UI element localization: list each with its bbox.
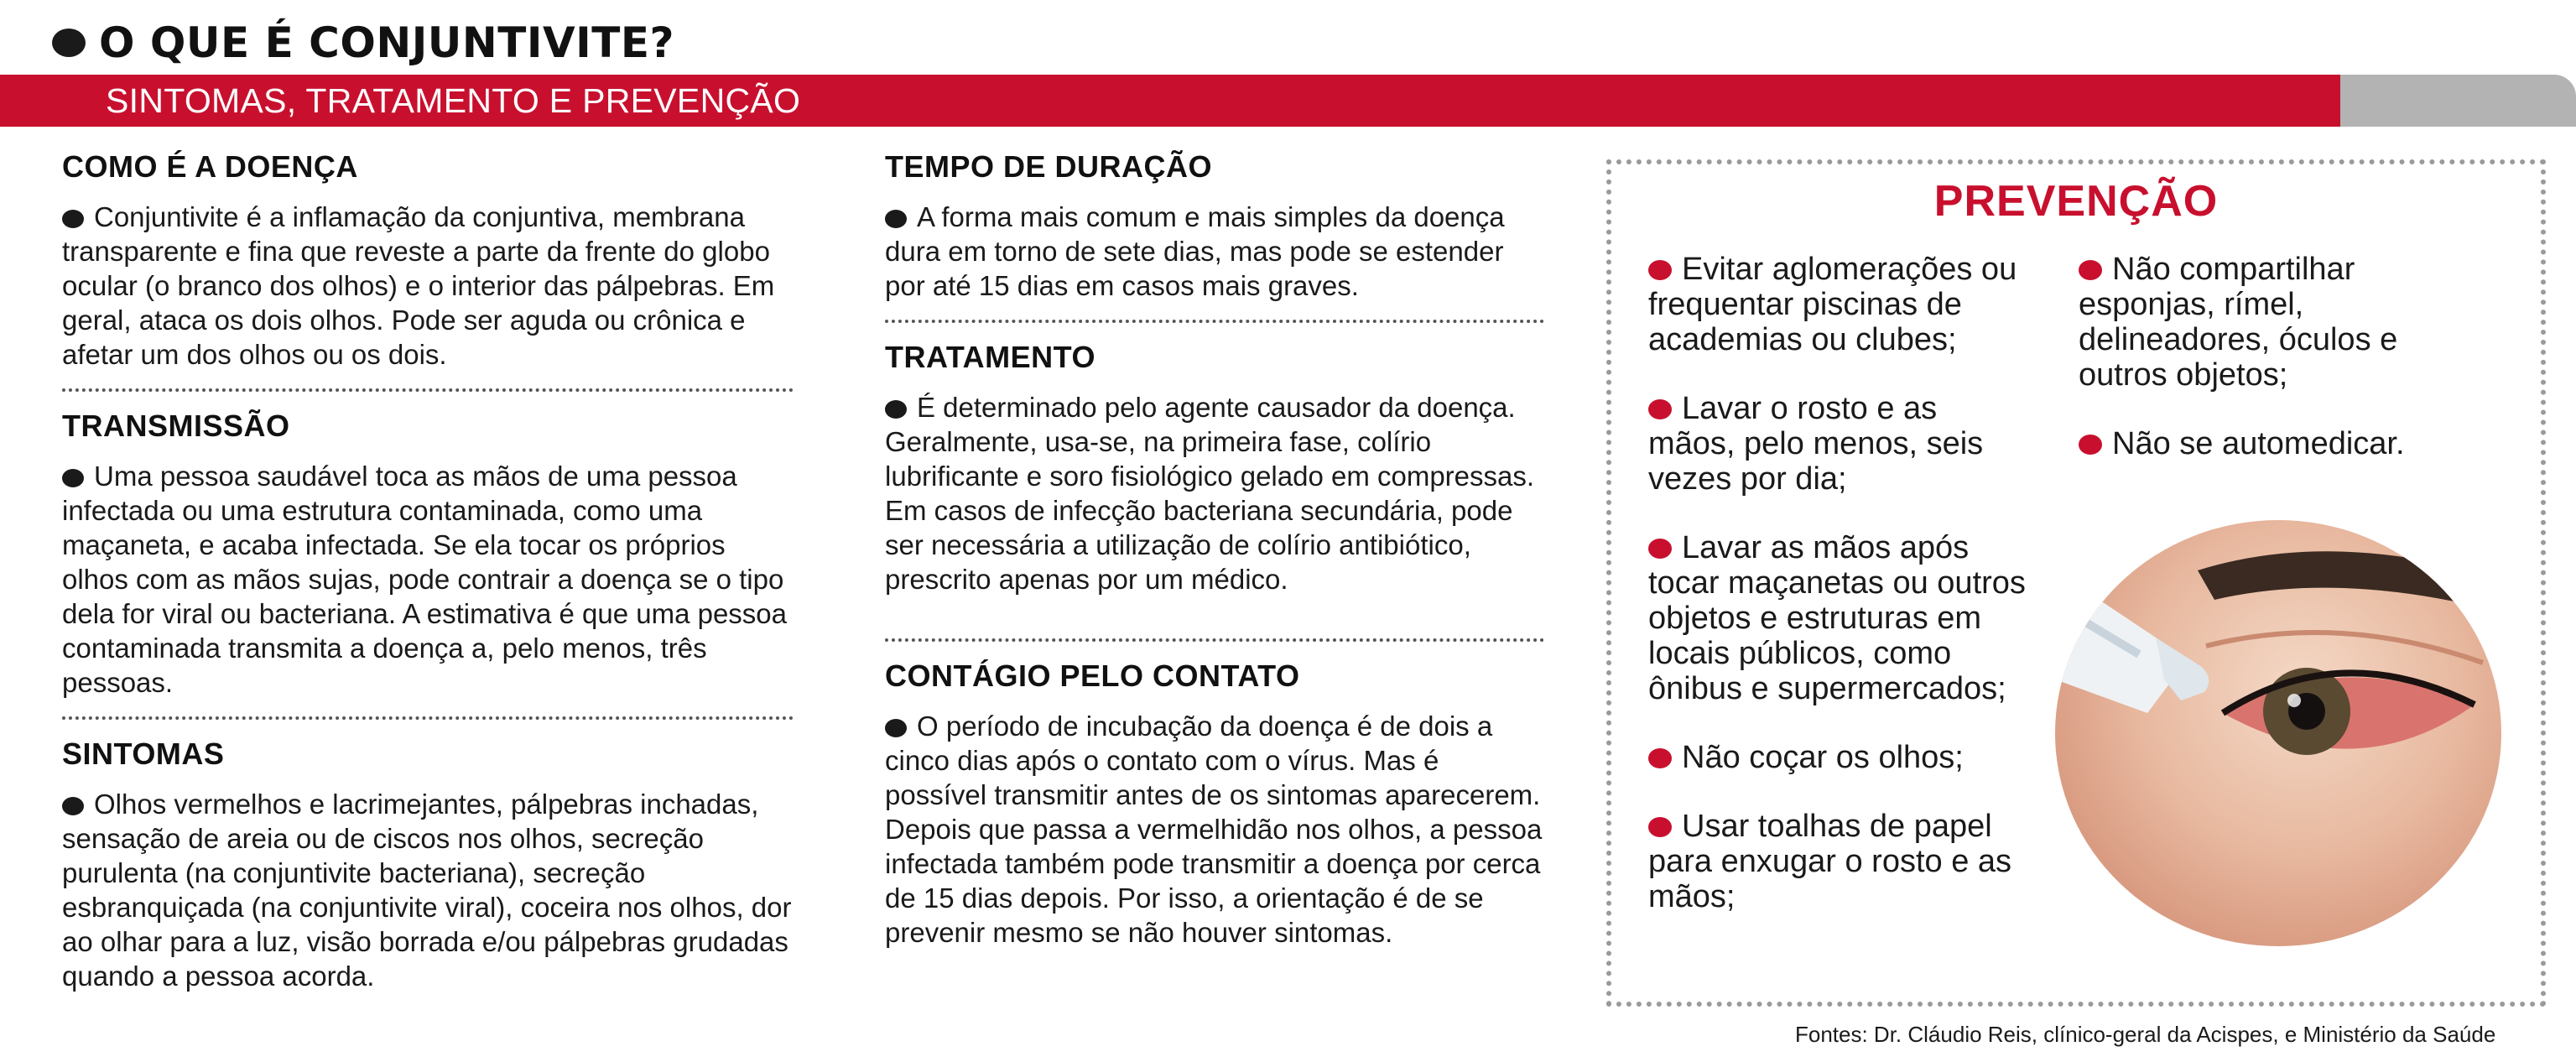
prevention-column-2 — [2079, 252, 2481, 495]
section-text — [62, 200, 794, 372]
prevention-item — [1648, 809, 2026, 914]
prevention-column-1 — [1648, 252, 2026, 948]
section-text — [62, 787, 794, 993]
section-text-content: É determinado pelo agente causador da doença. Geralmente, usa-se, na primeira fase, colírio lubrificante e soro fisiológico gelado em compressas. Em casos de infecção bacteriana secundária, pode ser necessária a utilização de colírio antibiótico, prescrito apenas por um médico. — [885, 392, 1535, 595]
prevention-item — [2079, 426, 2481, 461]
page-subtitle: SINTOMAS, TRATAMENTO E PREVENÇÃO — [106, 81, 801, 120]
red-bullet-icon — [2079, 435, 2102, 455]
prevention-item — [1648, 252, 2026, 357]
red-bullet-icon — [1648, 748, 1672, 768]
eye-drops-illustration — [2055, 520, 2501, 946]
bullet-icon — [62, 210, 84, 228]
eye-drops-photo — [2055, 520, 2501, 946]
dotted-divider — [62, 388, 794, 392]
prevention-item-text: Não compartilhar esponjas, rímel, delineadores, óculos e outros objetos; — [2079, 252, 2398, 393]
prevention-item-text: Lavar as mãos após tocar maçanetas ou outros objetos e estruturas em locais públicos, como ônibus e supermercados; — [1648, 530, 2026, 706]
eye-highlight — [2287, 694, 2301, 707]
left-column — [62, 149, 794, 993]
prevention-item — [1648, 530, 2026, 706]
bullet-icon — [885, 400, 907, 419]
dotted-divider — [885, 320, 1544, 323]
section-tratamento — [885, 340, 1544, 596]
section-heading: CONTÁGIO PELO CONTATO — [885, 659, 1300, 693]
section-sintomas — [62, 737, 794, 993]
section-text — [885, 200, 1544, 303]
title-bullet-icon — [52, 29, 86, 57]
dotted-divider — [885, 638, 1544, 642]
section-text — [62, 459, 794, 700]
red-bullet-icon — [1648, 260, 1672, 280]
bullet-icon — [885, 210, 907, 228]
red-bullet-icon — [1648, 399, 1672, 419]
prevention-item-text: Não coçar os olhos; — [1682, 740, 1964, 775]
bullet-icon — [62, 797, 84, 815]
prevention-item-text: Lavar o rosto e as mãos, pelo menos, seis vezes por dia; — [1648, 391, 1984, 497]
dotted-divider — [62, 716, 794, 720]
section-text-content: O período de incubação da doença é de dois a cinco dias após o contato com o vírus. Mas é possível transmitir antes de os sintomas aparecerem. Depois que passa a vermelhidão nos olhos, a pessoa infectada também pode transmitir a doença por cerca de 15 dias depois. Por isso, a orientação é de se prevenir mesmo se não houver sintomas. — [885, 711, 1543, 948]
section-heading: SINTOMAS — [62, 737, 225, 771]
banner-grey-tab — [2340, 75, 2576, 127]
prevention-item — [1648, 740, 2026, 775]
section-text-content: Conjuntivite é a inflamação da conjuntiva, membrana transparente e fina que reveste a parte da frente do globo ocular (o branco dos olhos) e o interior das pálpebras. Em geral, ataca os dois olhos. Pode ser aguda ou crônica e afetar um dos olhos ou os dois. — [62, 201, 775, 370]
sources-credit: Fontes: Dr. Cláudio Reis, clínico-geral da Acispes, e Ministério da Saúde — [1795, 1022, 2496, 1047]
middle-column — [885, 149, 1544, 950]
section-heading: COMO É A DOENÇA — [62, 149, 358, 184]
prevention-item-text: Usar toalhas de papel para enxugar o rosto e as mãos; — [1648, 809, 2012, 914]
prevention-item — [2079, 252, 2481, 393]
section-text — [885, 390, 1544, 596]
section-heading: TRANSMISSÃO — [62, 409, 290, 443]
bullet-icon — [62, 469, 84, 487]
prevention-title: PREVENÇÃO — [1933, 177, 2219, 226]
prevention-item-text: Evitar aglomerações ou frequentar piscinas de academias ou clubes; — [1648, 252, 2017, 357]
section-heading: TEMPO DE DURAÇÃO — [885, 149, 1213, 184]
section-text-content: Uma pessoa saudável toca as mãos de uma pessoa infectada ou uma estrutura contaminada, como uma maçaneta, e acaba infectada. Se ela tocar os próprios olhos com as mãos sujas, pode contrair a doença se o tipo dela for viral ou bacteriana. A estimativa é que uma pessoa contaminada transmita a doença a, pelo menos, três pessoas. — [62, 461, 788, 698]
bullet-icon — [885, 719, 907, 737]
red-bullet-icon — [1648, 817, 1672, 837]
prevention-item-text: Não se automedicar. — [2112, 426, 2405, 461]
section-contagio — [885, 659, 1544, 950]
section-text-content: A forma mais comum e mais simples da doença dura em torno de sete dias, mas pode se estender por até 15 dias em casos mais graves. — [885, 201, 1505, 301]
section-transmissao — [62, 409, 794, 700]
section-tempo-de-duracao — [885, 149, 1544, 303]
red-bullet-icon — [2079, 260, 2102, 280]
prevention-item — [1648, 391, 2026, 497]
section-heading: TRATAMENTO — [885, 340, 1095, 374]
title-row — [52, 10, 674, 75]
section-como-e-a-doenca — [62, 149, 794, 372]
section-text-content: Olhos vermelhos e lacrimejantes, pálpebras inchadas, sensação de areia ou de ciscos nos olhos, secreção purulenta (na conjuntivite bacteriana), secreção esbranquiçada (na conjuntivite viral), coceira nos olhos, dor ao olhar para a luz, visão borrada e/ou pálpebras grudadas quando a pessoa acorda. — [62, 789, 792, 992]
eyelid-fold — [2206, 633, 2483, 663]
red-bullet-icon — [1648, 539, 1672, 559]
page-title: O QUE É CONJUNTIVITE? — [99, 18, 675, 67]
section-text — [885, 709, 1544, 950]
